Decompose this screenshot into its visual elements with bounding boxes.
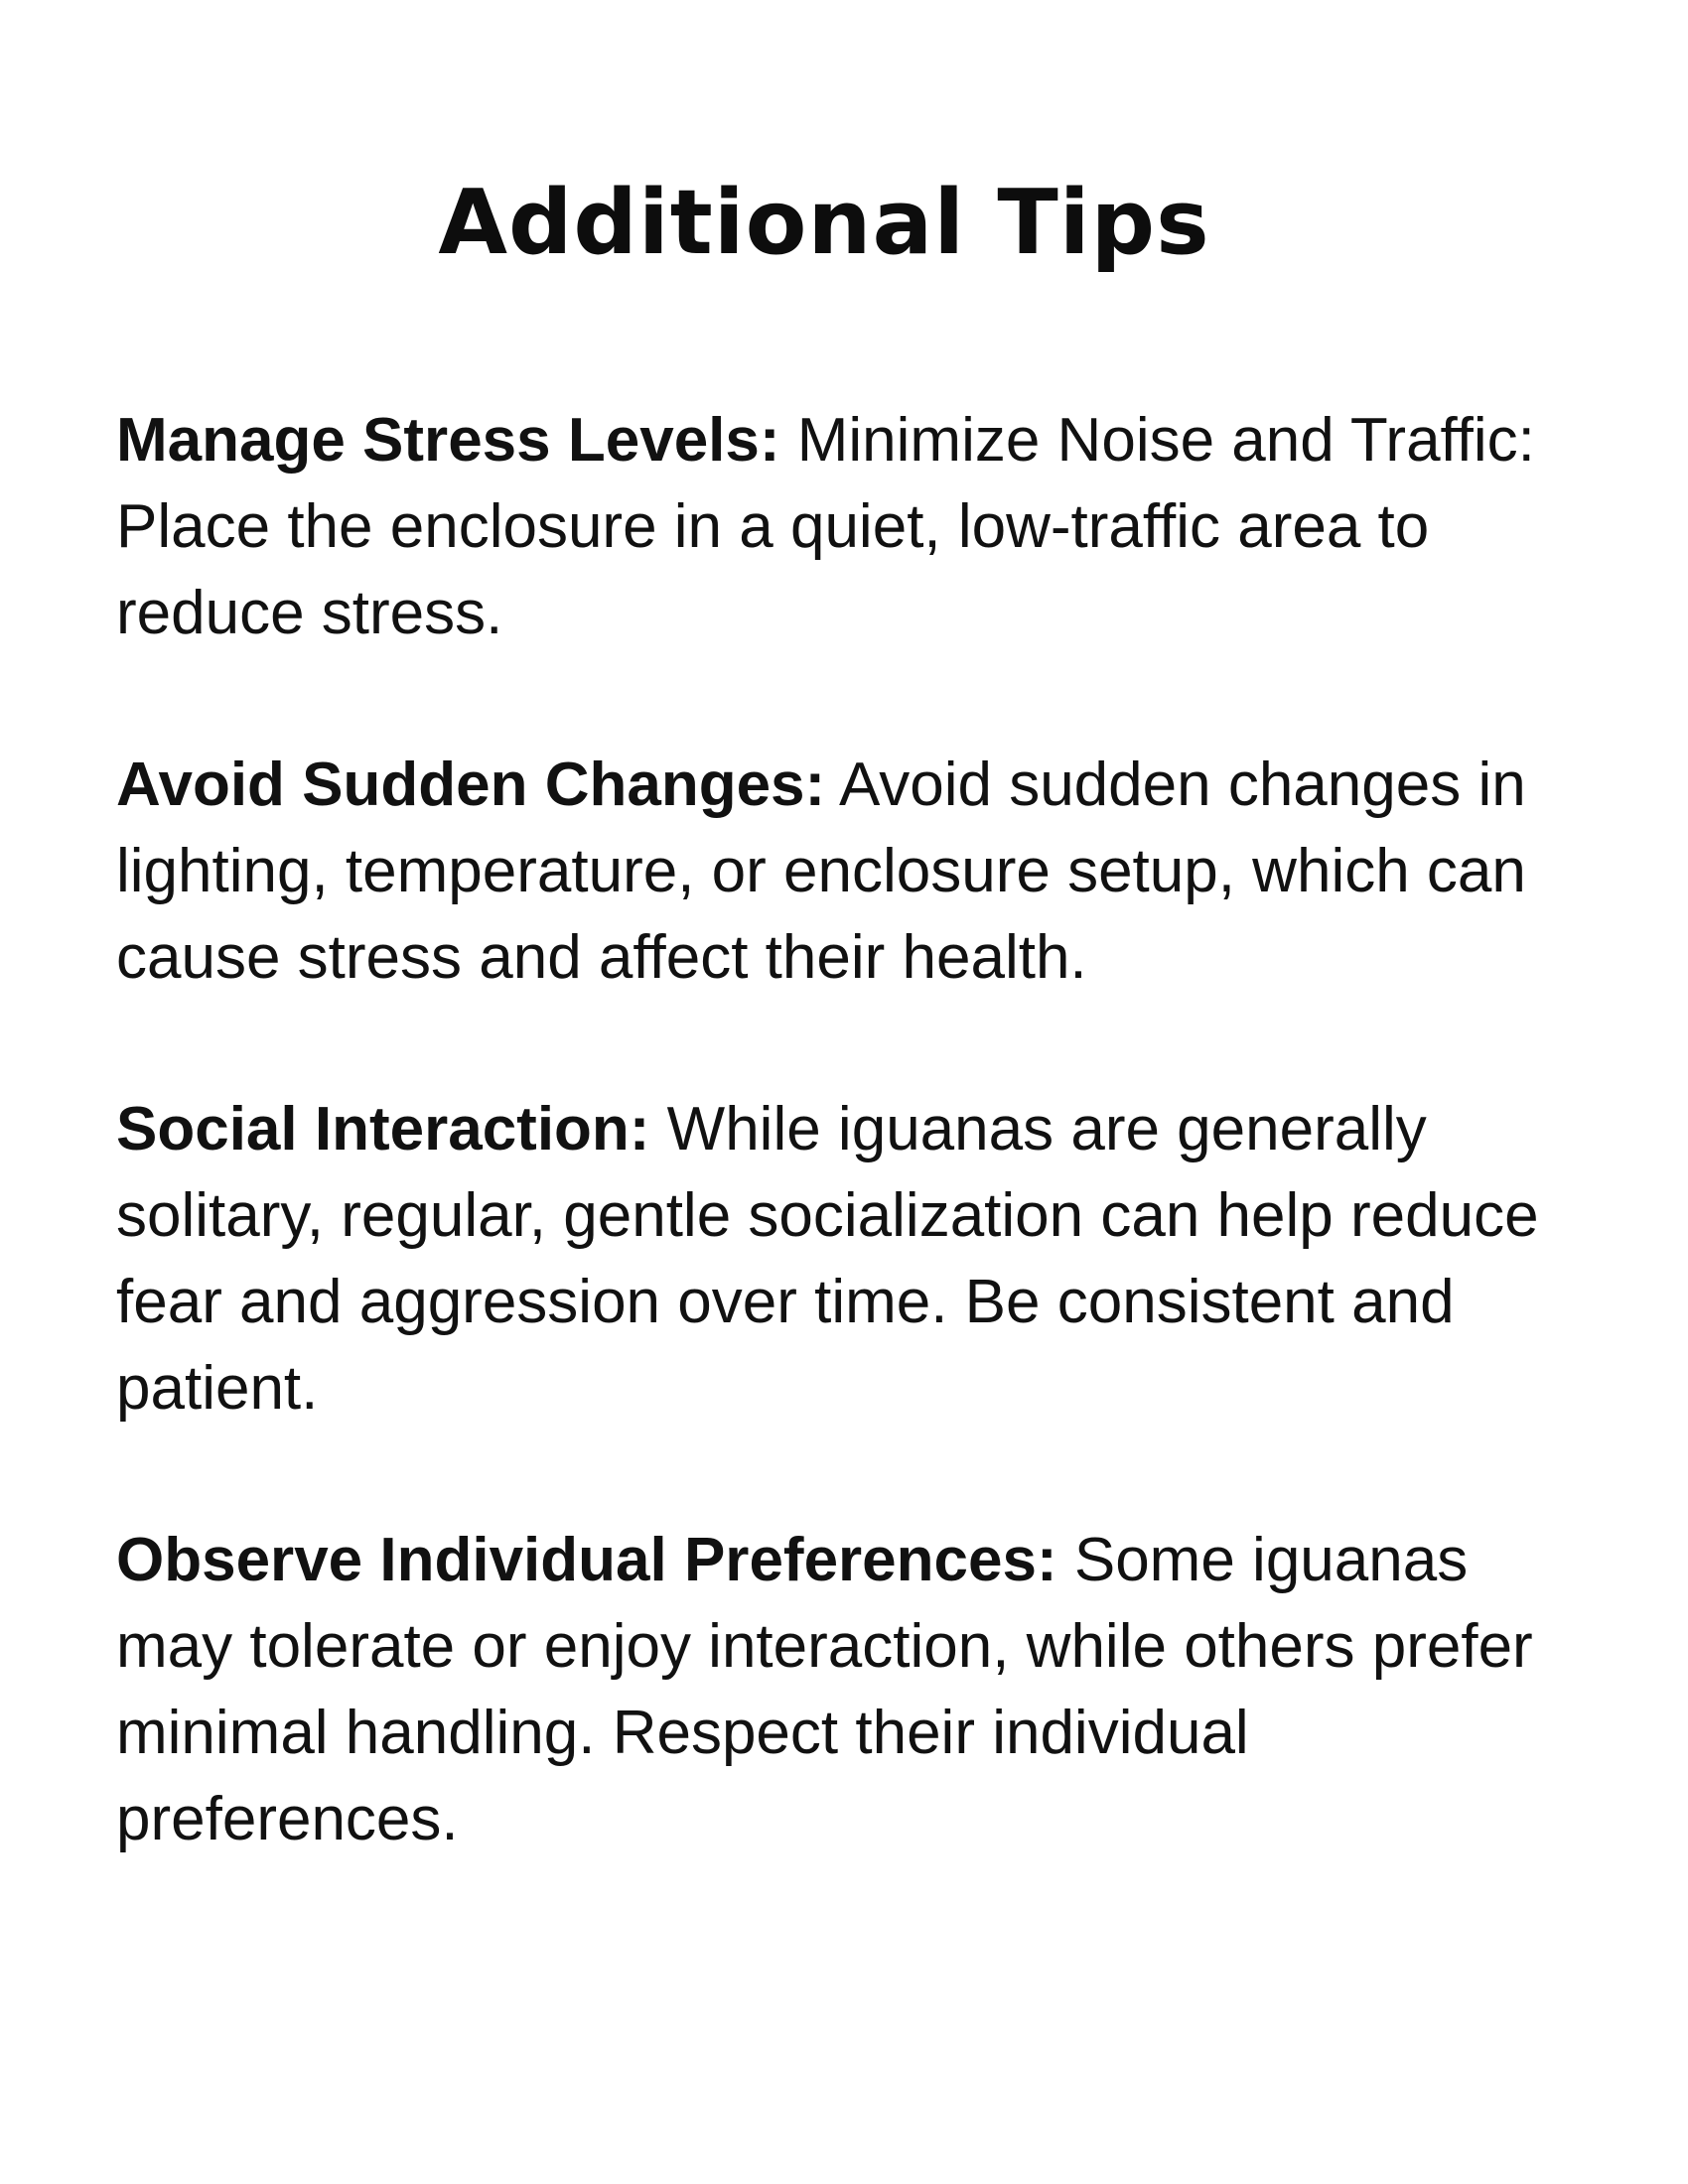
tip-manage-stress (116, 397, 1586, 656)
tip-label: Avoid Sudden Changes: (116, 751, 826, 819)
tip-label: Observe Individual Preferences: (116, 1526, 1057, 1594)
tip-text: Minimize Noise and Traffic: Place the enclosure in a quiet, low-traffic area to reduce stress. (116, 406, 1535, 647)
tip-avoid-sudden-changes (116, 742, 1586, 1001)
tip-text: Some iguanas may tolerate or enjoy interaction, while others prefer minimal handling. Respect their individual preferences. (116, 1526, 1533, 1853)
tip-social-interaction (116, 1086, 1586, 1432)
page-title: Additional Tips (438, 171, 1210, 275)
tips-list (116, 397, 1586, 1948)
tip-text: While iguanas are generally solitary, regular, gentle socialization can help reduce fear and aggression over time. Be consistent and patient. (116, 1095, 1539, 1423)
tip-label: Manage Stress Levels: (116, 406, 780, 475)
tip-label: Social Interaction: (116, 1095, 650, 1163)
tip-individual-preferences (116, 1517, 1586, 1862)
tip-text: Avoid sudden changes in lighting, temperature, or enclosure setup, which can cause stress and affect their health. (116, 751, 1526, 992)
